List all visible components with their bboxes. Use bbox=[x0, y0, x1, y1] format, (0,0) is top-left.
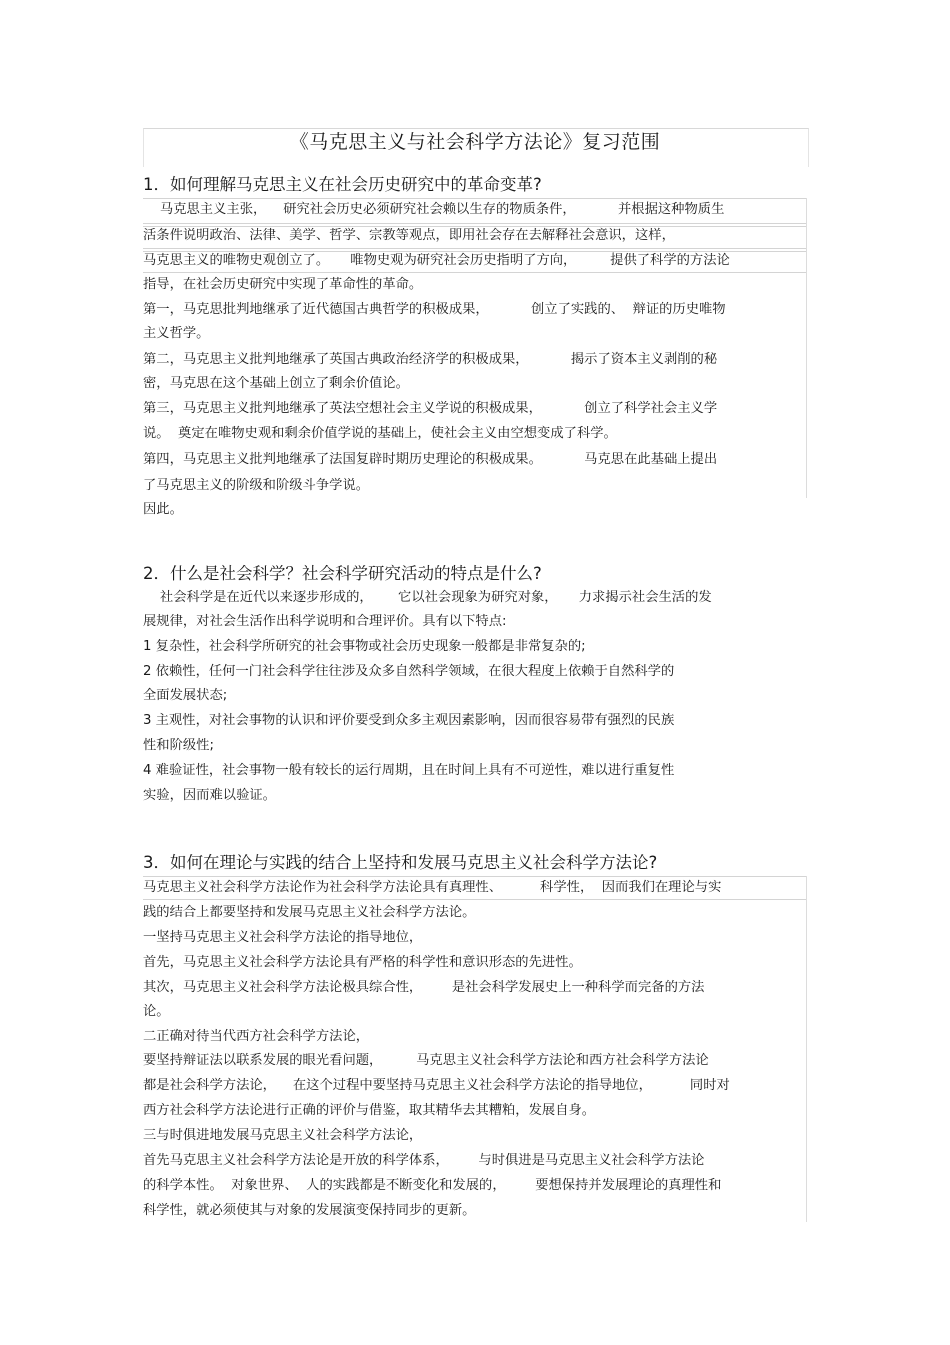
table-rule bbox=[143, 899, 807, 900]
section-1-line: 第二，马克思主义批判地继承了英国古典政治经济学的积极成果， 揭示了资本主义剥削的秘 bbox=[143, 352, 718, 367]
section-3-line: 首先，马克思主义社会科学方法论具有严格的科学性和意识形态的先进性。 bbox=[143, 955, 582, 970]
section-2-line: 1 复杂性，社会科学所研究的社会事物或社会历史现象一般都是非常复杂的; bbox=[143, 639, 586, 654]
section-1-line: 第四，马克思主义批判地继承了法国复辟时期历史理论的积极成果。 马克思在此基础上提出 bbox=[143, 452, 718, 467]
section-1-line: 第一，马克思批判地继承了近代德国古典哲学的积极成果， 创立了实践的、 辩证的历史唯物 bbox=[143, 302, 726, 317]
section-3-line: 要坚持辩证法以联系发展的眼光看问题， 马克思主义社会科学方法论和西方社会科学方法论 bbox=[143, 1053, 709, 1068]
section-1-line: 因此。 bbox=[143, 502, 183, 517]
section-3-line: 都是社会科学方法论， 在这个过程中要坚持马克思主义社会科学方法论的指导地位， 同时对 bbox=[143, 1078, 730, 1093]
question-1-heading: 1．如何理解马克思主义在社会历史研究中的革命变革? bbox=[143, 175, 542, 194]
section-3-line: 西方社会科学方法论进行正确的评价与借鉴，取其精华去其糟粕，发展自身。 bbox=[143, 1103, 596, 1118]
question-3-heading: 3．如何在理论与实践的结合上坚持和发展马克思主义社会科学方法论? bbox=[143, 853, 658, 872]
section-3-line: 其次，马克思主义社会科学方法论极具综合性， 是社会科学发展史上一种科学而完备的方法 bbox=[143, 980, 705, 995]
section-3-line: 践的结合上都要坚持和发展马克思主义社会科学方法论。 bbox=[143, 905, 476, 920]
document-title: 《马克思主义与社会科学方法论》复习范围 bbox=[289, 131, 661, 153]
section-2-line: 实验，因而难以验证。 bbox=[143, 788, 276, 803]
section-2-line: 4 难验证性，社会事物一般有较长的运行周期，且在时间上具有不可逆性，难以进行重复性 bbox=[143, 763, 675, 778]
table-rule bbox=[143, 876, 807, 877]
section-2-line: 社会科学是在近代以来逐步形成的， 它以社会现象为研究对象， 力求揭示社会生活的发 bbox=[143, 590, 712, 605]
section-3-line: 论。 bbox=[143, 1004, 170, 1019]
section-3-line: 的科学本性。 对象世界、 人的实践都是不断变化和发展的， 要想保持并发展理论的真理性和 bbox=[143, 1178, 722, 1193]
section-2-line: 展规律，对社会生活作出科学说明和合理评价。具有以下特点: bbox=[143, 614, 507, 629]
section-1-line: 主义哲学。 bbox=[143, 326, 210, 341]
table-edge bbox=[806, 876, 807, 1222]
section-2-line: 2 依赖性，任何一门社会科学往往涉及众多自然科学领域，在很大程度上依赖于自然科学的 bbox=[143, 664, 675, 679]
section-3-line: 一坚持马克思主义社会科学方法论的指导地位， bbox=[143, 930, 423, 945]
section-1-line: 说。 奠定在唯物史观和剩余价值学说的基础上，使社会主义由空想变成了科学。 bbox=[143, 426, 617, 441]
section-1-line: 活条件说明政治、法律、美学、哲学、宗教等观点，即用社会存在去解释社会意识，这样， bbox=[143, 228, 675, 243]
section-1-line: 马克思主义主张， 研究社会历史必须研究社会赖以生存的物质条件， 并根据这种物质生 bbox=[143, 202, 725, 217]
section-1-line: 密，马克思在这个基础上创立了剩余价值论。 bbox=[143, 376, 409, 391]
section-3-line: 三与时俱进地发展马克思主义社会科学方法论， bbox=[143, 1128, 423, 1143]
section-2-line: 3 主观性，对社会事物的认识和评价要受到众多主观因素影响，因而很容易带有强烈的民族 bbox=[143, 713, 675, 728]
section-3-line: 科学性，就必须使其与对象的发展演变保持同步的更新。 bbox=[143, 1203, 476, 1218]
table-rule bbox=[143, 223, 807, 224]
section-1-line: 了马克思主义的阶级和阶级斗争学说。 bbox=[143, 478, 370, 493]
section-2-line: 性和阶级性; bbox=[143, 738, 214, 753]
section-1-line: 第三，马克思主义批判地继承了英法空想社会主义学说的积极成果， 创立了科学社会主义学 bbox=[143, 401, 718, 416]
section-3-line: 二正确对待当代西方社会科学方法论， bbox=[143, 1029, 370, 1044]
section-1-line: 指导，在社会历史研究中实现了革命性的革命。 bbox=[143, 277, 423, 292]
section-3-line: 首先马克思主义社会科学方法论是开放的科学体系， 与时俱进是马克思主义社会科学方法论 bbox=[143, 1153, 705, 1168]
section-1-line: 马克思主义的唯物史观创立了。 唯物史观为研究社会历史指明了方向， 提供了科学的方法论 bbox=[143, 253, 730, 268]
section-3-line: 马克思主义社会科学方法论作为社会科学方法论具有真理性、 科学性， 因而我们在理论与实 bbox=[143, 880, 722, 895]
table-rule bbox=[143, 198, 807, 199]
table-rule bbox=[143, 248, 807, 249]
table-edge bbox=[806, 198, 807, 498]
table-rule bbox=[143, 272, 807, 273]
question-2-heading: 2．什么是社会科学？社会科学研究活动的特点是什么? bbox=[143, 564, 542, 583]
section-2-line: 全面发展状态; bbox=[143, 688, 228, 703]
